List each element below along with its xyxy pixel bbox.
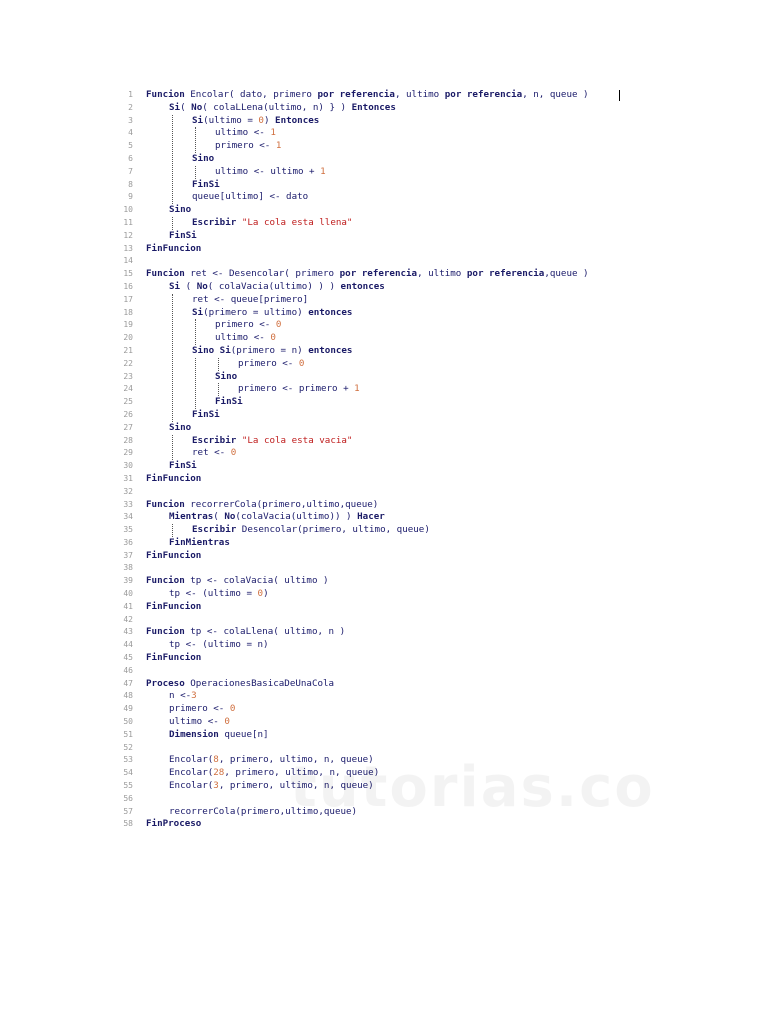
keyword: Entonces [351, 101, 396, 113]
code-token: ret <- Desencolar( primero [184, 268, 340, 280]
code-text [146, 499, 378, 512]
line-number: 15 [123, 269, 133, 279]
indent-guide [195, 358, 196, 409]
line-number: 7 [128, 166, 133, 176]
code-line [108, 524, 668, 537]
code-token: queue[ultimo] <- dato [192, 191, 309, 203]
code-token: , ultimo [417, 268, 467, 280]
code-text [169, 102, 396, 115]
code-token: queue[n] [218, 728, 269, 740]
line-number: 40 [123, 589, 133, 599]
code-text [192, 447, 236, 460]
number-literal: 0 [270, 332, 276, 344]
string-literal: "La cola esta llena" [241, 216, 353, 228]
code-line [108, 729, 668, 742]
code-text [169, 703, 235, 716]
code-text [146, 550, 201, 563]
code-line [108, 473, 668, 486]
line-number: 13 [123, 243, 133, 253]
line-number: 33 [123, 499, 133, 509]
line-number: 35 [123, 525, 133, 535]
code-line [108, 332, 668, 345]
line-number: 43 [123, 627, 133, 637]
keyword: por referencia [339, 268, 418, 280]
code-token: ) [263, 114, 276, 126]
code-line [108, 383, 668, 396]
indent-guide [218, 383, 219, 396]
code-text [169, 729, 269, 742]
indent-guide [172, 294, 173, 422]
keyword: FinFuncion [146, 242, 202, 254]
code-text [192, 217, 352, 230]
indent-guide [172, 435, 173, 461]
line-number: 44 [123, 640, 133, 650]
line-number: 10 [123, 205, 133, 215]
code-token: Encolar( [169, 754, 214, 766]
indent-guide [195, 319, 196, 345]
string-literal: "La cola esta vacia" [241, 434, 353, 446]
code-line [108, 127, 668, 140]
keyword: No [191, 101, 203, 113]
keyword: Proceso [146, 677, 185, 689]
code-token: tp <- (ultimo = [169, 588, 258, 600]
code-line [108, 435, 668, 448]
code-text [169, 588, 269, 601]
code-line [108, 140, 668, 153]
line-number: 56 [123, 793, 133, 803]
code-token: , primero, ultimo, n, queue) [218, 780, 374, 792]
indent-guide [172, 115, 173, 205]
line-number: 54 [123, 768, 133, 778]
code-token: n <- [169, 690, 192, 702]
keyword: Si [192, 306, 204, 318]
code-text [215, 396, 243, 409]
code-line [108, 345, 668, 358]
code-line [108, 204, 668, 217]
number-literal: 0 [298, 357, 305, 369]
line-number: 38 [123, 563, 133, 573]
line-number: 26 [123, 409, 133, 419]
code-line [108, 588, 668, 601]
number-literal: 1 [270, 127, 276, 139]
keyword: FinMientras [169, 536, 230, 548]
code-text [169, 422, 191, 435]
code-line [108, 614, 668, 627]
keyword: FinSi [192, 178, 220, 190]
keyword: Funcion [146, 626, 185, 638]
code-token: (primero = n) [230, 344, 309, 356]
line-number: 18 [123, 307, 133, 317]
code-text [169, 716, 230, 729]
code-text [169, 281, 385, 294]
code-line [108, 690, 668, 703]
code-line [108, 255, 668, 268]
line-number: 27 [123, 422, 133, 432]
code-token: ultimo <- [215, 127, 271, 139]
code-line [108, 652, 668, 665]
number-literal: 0 [275, 319, 282, 331]
line-number: 16 [123, 281, 133, 291]
line-number: 48 [123, 691, 133, 701]
number-literal: 0 [230, 447, 237, 459]
code-line [108, 499, 668, 512]
keyword: por referencia [317, 89, 395, 100]
line-number: 1 [128, 90, 133, 99]
code-text [146, 678, 334, 691]
keyword: entonces [308, 344, 353, 356]
code-line [108, 371, 668, 384]
code-token: ) [263, 588, 269, 600]
line-number: 32 [123, 486, 133, 496]
code-line [108, 460, 668, 473]
number-literal: 1 [275, 140, 282, 152]
line-number: 22 [123, 358, 133, 368]
code-line [108, 575, 668, 588]
line-number: 4 [128, 128, 133, 138]
keyword: Funcion [146, 498, 185, 510]
code-token: recorrerCola(primero,ultimo,queue) [184, 498, 379, 510]
keyword: FinFuncion [146, 549, 202, 561]
code-line [108, 358, 668, 371]
line-number: 36 [123, 537, 133, 547]
number-literal: 0 [224, 716, 230, 728]
line-number: 12 [123, 230, 133, 240]
code-token: primero <- [215, 319, 276, 331]
code-text [215, 319, 281, 332]
code-line [108, 716, 668, 729]
indent-guide [195, 127, 196, 153]
line-number: 34 [123, 512, 133, 522]
code-token: OperacionesBasicaDeUnaCola [184, 677, 335, 689]
line-number: 39 [123, 576, 133, 586]
code-line [108, 447, 668, 460]
watermark [290, 755, 655, 820]
code-token: ultimo <- ultimo + [215, 165, 321, 177]
code-token: ultimo <- [215, 332, 271, 344]
code-line [108, 230, 668, 243]
code-line [108, 89, 668, 102]
keyword: FinSi [192, 408, 220, 420]
number-literal: 1 [354, 383, 360, 395]
code-line [108, 396, 668, 409]
keyword: Si [169, 280, 181, 292]
keyword: Sino Si [192, 344, 231, 356]
line-number: 23 [123, 371, 133, 381]
keyword: FinProceso [146, 818, 202, 830]
code-line [108, 217, 668, 230]
line-number: 37 [123, 550, 133, 560]
code-token: recorrerCola(primero,ultimo,queue) [169, 805, 358, 817]
code-token: (ultimo = [203, 114, 259, 126]
number-literal: 0 [229, 703, 236, 715]
line-number: 42 [123, 614, 133, 624]
code-line [108, 511, 668, 524]
code-line [108, 319, 668, 332]
code-line [108, 562, 668, 575]
code-token: ultimo <- [169, 716, 225, 728]
code-token: (colaVacia(ultimo)) ) [235, 511, 358, 523]
line-number: 19 [123, 320, 133, 330]
line-number: 17 [123, 294, 133, 304]
text-caret [619, 90, 620, 101]
code-line [108, 409, 668, 422]
code-text [169, 511, 385, 524]
keyword: Escribir [192, 434, 237, 446]
keyword: Escribir [192, 216, 237, 228]
keyword: Sino [169, 204, 192, 216]
keyword: Funcion [146, 268, 185, 280]
code-line [108, 703, 668, 716]
code-line [108, 179, 668, 192]
code-text [192, 524, 430, 537]
code-text [146, 601, 201, 614]
code-token: Encolar( dato, primero [184, 89, 318, 100]
code-text [146, 243, 201, 256]
line-number: 14 [123, 256, 133, 266]
line-number: 8 [128, 179, 133, 189]
code-token: , ultimo [394, 89, 445, 100]
keyword: FinFuncion [146, 600, 202, 612]
number-literal: 3 [213, 780, 219, 792]
keyword: Dimension [169, 728, 219, 740]
code-text [238, 383, 360, 396]
code-text [192, 115, 319, 128]
line-number: 53 [123, 755, 133, 765]
number-literal: 0 [257, 588, 264, 600]
code-text [192, 409, 220, 422]
code-token: (primero = ultimo) [203, 306, 309, 318]
code-line [108, 742, 668, 755]
code-line [108, 550, 668, 563]
code-token: ,queue ) [544, 268, 589, 280]
line-number: 9 [128, 192, 133, 202]
code-text [146, 268, 589, 281]
line-number: 58 [123, 819, 133, 829]
keyword: Si [192, 114, 204, 126]
code-line [108, 486, 668, 499]
code-text [215, 127, 276, 140]
code-line [108, 153, 668, 166]
number-literal: 3 [191, 690, 197, 702]
line-number: 21 [123, 345, 133, 355]
code-line [108, 626, 668, 639]
number-literal: 8 [213, 754, 219, 766]
code-text [169, 690, 197, 703]
code-line [108, 639, 668, 652]
keyword: Sino [169, 421, 192, 433]
code-text [192, 345, 352, 358]
line-number: 57 [123, 806, 133, 816]
code-text [146, 818, 201, 831]
code-line [108, 601, 668, 614]
code-line [108, 115, 668, 128]
keyword: Sino [215, 370, 238, 382]
number-literal: 1 [320, 165, 326, 177]
code-token: , n, queue ) [522, 89, 589, 100]
code-text [169, 204, 191, 217]
code-line [108, 191, 668, 204]
line-number: 46 [123, 665, 133, 675]
line-number: 51 [123, 729, 133, 739]
keyword: Funcion [146, 575, 185, 587]
code-line [108, 102, 668, 115]
code-token: ret <- queue[primero] [192, 293, 309, 305]
code-text [215, 371, 237, 384]
line-number: 2 [128, 102, 133, 112]
line-number: 6 [128, 153, 133, 163]
code-text [146, 626, 345, 639]
code-text [192, 153, 214, 166]
indent-guide [172, 217, 173, 230]
code-line [108, 243, 668, 256]
code-text [215, 166, 326, 179]
code-line [108, 307, 668, 320]
indent-guide [172, 524, 173, 537]
line-number: 30 [123, 461, 133, 471]
code-token: ret <- [192, 447, 231, 459]
code-token: ( [213, 511, 225, 523]
code-text [169, 537, 230, 550]
code-token: , primero, ultimo, n, queue) [224, 767, 380, 779]
keyword: FinSi [215, 396, 243, 408]
code-token: ( [180, 280, 197, 292]
line-number: 20 [123, 333, 133, 343]
line-number: 11 [123, 217, 133, 227]
keyword: por referencia [444, 89, 523, 100]
code-line [108, 818, 668, 831]
number-literal: 0 [258, 114, 264, 126]
keyword: FinSi [169, 229, 197, 241]
keyword: Escribir [192, 524, 237, 536]
code-token: Encolar( [169, 767, 214, 779]
keyword: FinSi [169, 460, 197, 472]
line-number: 31 [123, 473, 133, 483]
code-text [146, 89, 589, 102]
line-number: 41 [123, 601, 133, 611]
code-token: primero <- [215, 140, 276, 152]
code-token: Encolar( [169, 780, 214, 792]
keyword: entonces [308, 306, 353, 318]
keyword: entonces [340, 280, 385, 292]
keyword: FinFuncion [146, 652, 202, 664]
indent-guide [218, 358, 219, 371]
code-text [169, 460, 197, 473]
code-token: primero <- [238, 357, 299, 369]
line-number: 55 [123, 781, 133, 791]
code-token: tp <- colaLlena( ultimo, n ) [184, 626, 346, 638]
code-text [146, 575, 329, 588]
code-text [192, 307, 352, 320]
code-text [238, 358, 304, 371]
keyword: No [196, 280, 208, 292]
line-number: 3 [128, 115, 133, 125]
line-number: 49 [123, 704, 133, 714]
keyword: Funcion [146, 89, 185, 100]
code-listing [108, 89, 668, 831]
code-text [192, 179, 220, 192]
code-line [108, 281, 668, 294]
code-token: ( colaVacia(ultimo) ) ) [207, 280, 341, 292]
code-token: primero <- [169, 703, 230, 715]
line-number: 28 [123, 435, 133, 445]
code-line [108, 166, 668, 179]
line-number: 50 [123, 717, 133, 727]
code-text [146, 652, 201, 665]
keyword: Entonces [275, 114, 320, 126]
code-text [169, 639, 269, 652]
code-token: primero <- primero + [238, 383, 355, 395]
code-text [169, 230, 197, 243]
number-literal: 28 [213, 767, 225, 779]
keyword: FinFuncion [146, 472, 202, 484]
code-line [108, 678, 668, 691]
code-token: Desencolar(primero, ultimo, queue) [236, 524, 430, 536]
keyword: Mientras [169, 511, 214, 523]
code-text [192, 435, 352, 448]
code-token: , primero, ultimo, n, queue) [218, 754, 374, 766]
line-number: 29 [123, 448, 133, 458]
code-line [108, 665, 668, 678]
code-text [192, 294, 308, 307]
code-text [215, 140, 281, 153]
code-text [146, 473, 201, 486]
code-line [108, 422, 668, 435]
code-line [108, 294, 668, 307]
line-number: 52 [123, 742, 133, 752]
code-text [215, 332, 276, 345]
line-number: 25 [123, 397, 133, 407]
line-number: 45 [123, 653, 133, 663]
code-token: ( colaLLena(ultimo, n) } ) [202, 101, 352, 113]
code-token: tp <- colaVacia( ultimo ) [184, 575, 329, 587]
code-token: tp <- (ultimo = n) [169, 639, 269, 651]
code-token: ( [180, 101, 192, 113]
code-line [108, 268, 668, 281]
line-number: 24 [123, 384, 133, 394]
code-text [192, 191, 308, 204]
line-number: 5 [128, 141, 133, 151]
keyword: Hacer [357, 511, 385, 523]
line-number: 47 [123, 678, 133, 688]
keyword: Si [169, 101, 181, 113]
code-line [108, 537, 668, 550]
keyword: Sino [192, 152, 215, 164]
keyword: por referencia [466, 268, 545, 280]
indent-guide [195, 166, 196, 179]
keyword: No [224, 511, 236, 523]
